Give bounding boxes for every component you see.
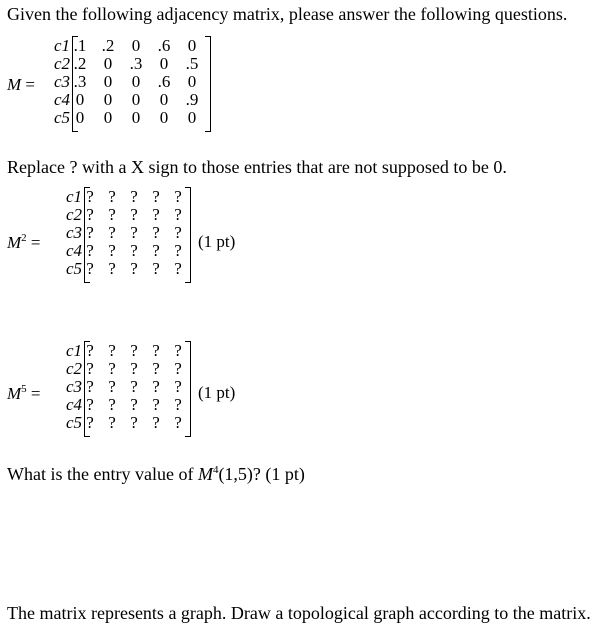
matrix-m-row-label-c2: c2 <box>53 54 70 73</box>
matrix-m2-cell-2-1: ? <box>86 205 94 224</box>
matrix-m2-row-label-c2: c2 <box>65 205 82 224</box>
matrix-m5-cell-4-2: ? <box>108 395 116 414</box>
matrix-m2-cell-2-3: ? <box>130 205 138 224</box>
matrix-m-row-label-c4: c4 <box>53 90 70 109</box>
matrix-m2-cell-5-1: ? <box>86 259 94 278</box>
matrix-m5-row-label-c5: c5 <box>65 413 82 432</box>
matrix-m-left-bracket <box>72 36 78 132</box>
matrix-m5-cell-4-4: ? <box>152 395 160 414</box>
matrix-m5-row-label-c3: c3 <box>65 377 82 396</box>
matrix-m2-cell-3-2: ? <box>108 223 116 242</box>
matrix-m-cell-3-5: 0 <box>187 72 197 91</box>
matrix-m2-cell-5-3: ? <box>130 259 138 278</box>
matrix-m2-right-bracket <box>185 187 191 283</box>
instruction-text: Replace ? with a X sign to those entries that are not supposed to be 0. <box>7 157 507 177</box>
matrix-m2-cell-4-2: ? <box>108 241 116 260</box>
matrix-m5-cell-2-4: ? <box>152 359 160 378</box>
matrix-m-row-label-c1: c1 <box>53 36 70 55</box>
matrix-m2-cell-3-5: ? <box>174 223 182 242</box>
matrix-m2-cell-1-5: ? <box>174 187 182 206</box>
matrix-m-cell-4-4: 0 <box>159 90 169 109</box>
matrix-m-cell-2-1: .2 <box>73 54 87 73</box>
matrix-m2-cell-5-2: ? <box>108 259 116 278</box>
matrix-m5-row-label-c2: c2 <box>65 359 82 378</box>
matrix-m5-power: 5 <box>21 383 27 395</box>
intro-text: Given the following adjacency matrix, please answer the following questions. <box>7 4 568 24</box>
matrix-m5-cell-1-3: ? <box>130 341 138 360</box>
matrix-m-cell-1-4: .6 <box>157 36 171 55</box>
matrix-m2-row-label-c1: c1 <box>65 187 82 206</box>
matrix-m-cell-5-2: 0 <box>103 108 113 127</box>
matrix-m-cell-4-5: .9 <box>185 90 199 109</box>
matrix-m5-label: $M^5$ = <box>7 383 41 403</box>
matrix-m5-right-bracket <box>185 341 191 437</box>
matrix-m2-cell-4-5: ? <box>174 241 182 260</box>
question-name: M <box>197 464 213 484</box>
matrix-m5-cell-4-3: ? <box>130 395 138 414</box>
matrix-m-row-label-c3: c3 <box>53 72 70 91</box>
matrix-m-cell-2-5: .5 <box>185 54 199 73</box>
matrix-m-cell-1-2: .2 <box>101 36 115 55</box>
matrix-m-cell-5-3: 0 <box>131 108 141 127</box>
matrix-m2-cell-5-4: ? <box>152 259 160 278</box>
matrix-m2-cell-1-4: ? <box>152 187 160 206</box>
matrix-m2-cell-3-1: ? <box>86 223 94 242</box>
matrix-m2-cell-1-2: ? <box>108 187 116 206</box>
matrix-m-cell-2-2: 0 <box>103 54 113 73</box>
matrix-m2-cell-2-4: ? <box>152 205 160 224</box>
matrix-m2-row-label-c4: c4 <box>65 241 82 260</box>
matrix-m-cell-5-1: 0 <box>75 108 85 127</box>
matrix-m-cell-2-3: .3 <box>129 54 143 73</box>
matrix-m5-cell-3-3: ? <box>130 377 138 396</box>
matrix-m-cell-4-3: 0 <box>131 90 141 109</box>
matrix-m5-cell-3-5: ? <box>174 377 182 396</box>
matrix-m-cell-3-3: 0 <box>131 72 141 91</box>
matrix-m5-cell-1-5: ? <box>174 341 182 360</box>
matrix-m5-cell-4-1: ? <box>86 395 94 414</box>
matrix-m5-cell-1-2: ? <box>108 341 116 360</box>
matrix-m2-cell-4-1: ? <box>86 241 94 260</box>
question-text <box>7 464 305 485</box>
matrix-m-cell-3-2: 0 <box>103 72 113 91</box>
matrix-m5-cell-3-2: ? <box>108 377 116 396</box>
matrix-m5-cell-1-4: ? <box>152 341 160 360</box>
matrix-m5-cell-3-4: ? <box>152 377 160 396</box>
matrix-m2-left-bracket <box>84 187 90 283</box>
matrix-m2-cell-2-5: ? <box>174 205 182 224</box>
matrix-m-name: M <box>7 75 22 94</box>
matrix-m5-cell-3-1: ? <box>86 377 94 396</box>
matrix-m2-row-label-c3: c3 <box>65 223 82 242</box>
matrix-m5-name: M <box>7 384 22 403</box>
matrix-m5-left-bracket <box>84 341 90 437</box>
matrix-m-label: M = <box>7 75 36 94</box>
matrix-m-row-label-c5: c5 <box>53 108 70 127</box>
matrix-m5-cell-4-5: ? <box>174 395 182 414</box>
question-prefix: What is the entry value of <box>7 464 198 484</box>
matrix-m2-cell-3-3: ? <box>130 223 138 242</box>
matrix-m-cell-5-5: 0 <box>187 108 197 127</box>
matrix-m5-row-label-c1: c1 <box>65 341 82 360</box>
matrix-m-cell-1-1: .1 <box>73 36 87 55</box>
question-suffix: (1,5)? (1 pt) <box>218 464 305 484</box>
matrix-m5-cell-1-1: ? <box>86 341 94 360</box>
matrix-m-right-bracket <box>205 36 211 132</box>
matrix-m-cell-3-4: .6 <box>157 72 171 91</box>
matrix-m2-name: M <box>7 233 22 252</box>
matrix-m5-cell-5-2: ? <box>108 413 116 432</box>
matrix-m5-cell-2-1: ? <box>86 359 94 378</box>
matrix-m5-cell-5-5: ? <box>174 413 182 432</box>
matrix-m2-power: 2 <box>21 232 27 244</box>
matrix-m-cell-3-1: .3 <box>73 72 87 91</box>
matrix-m2-row-label-c5: c5 <box>65 259 82 278</box>
matrix-m5-cell-2-2: ? <box>108 359 116 378</box>
draw-prompt-text: The matrix represents a graph. Draw a topological graph according to the matrix. <box>7 603 591 623</box>
matrix-m2-cell-5-5: ? <box>174 259 182 278</box>
matrix-m5-cell-2-3: ? <box>130 359 138 378</box>
matrix-m5-cell-5-1: ? <box>86 413 94 432</box>
matrix-m-cell-5-4: 0 <box>159 108 169 127</box>
matrix-m5-points: (1 pt) <box>198 383 236 402</box>
matrix-m2-label: $M^2$ = <box>7 232 41 252</box>
matrix-m-cell-4-2: 0 <box>103 90 113 109</box>
matrix-m5-cell-5-3: ? <box>130 413 138 432</box>
matrix-m2-cell-1-3: ? <box>130 187 138 206</box>
matrix-m-cell-1-5: 0 <box>187 36 197 55</box>
matrix-m2-cell-3-4: ? <box>152 223 160 242</box>
matrix-m2-points: (1 pt) <box>198 232 236 251</box>
matrix-m5-cell-5-4: ? <box>152 413 160 432</box>
matrix-m2-cell-4-3: ? <box>130 241 138 260</box>
matrix-m2-cell-1-1: ? <box>86 187 94 206</box>
matrix-m5-row-label-c4: c4 <box>65 395 82 414</box>
matrix-m2-cell-2-2: ? <box>108 205 116 224</box>
question-power: 4 <box>212 464 219 476</box>
matrix-m-cell-4-1: 0 <box>75 90 85 109</box>
matrix-m-cell-1-3: 0 <box>131 36 141 55</box>
matrix-m-cell-2-4: 0 <box>159 54 169 73</box>
matrix-m2-cell-4-4: ? <box>152 241 160 260</box>
matrix-m5-cell-2-5: ? <box>174 359 182 378</box>
